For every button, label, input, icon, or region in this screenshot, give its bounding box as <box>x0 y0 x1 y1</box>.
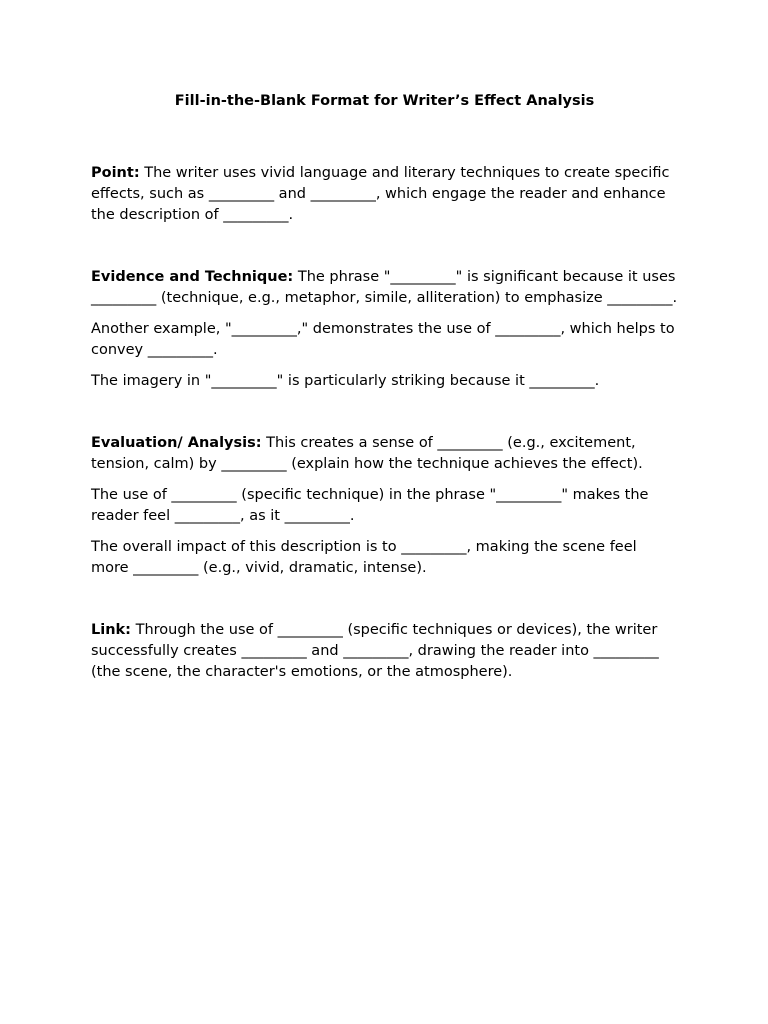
evaluation-paragraph-3: The overall impact of this description is to _________, making the scene feel more _________ (e.g., vivid, dramatic, intense). <box>91 539 637 576</box>
point-text: The writer uses vivid language and literary techniques to create specific effects, such as _________ and _________, which engage the reader and enhance the description of _________. <box>91 165 670 223</box>
link-heading: Link: <box>91 622 131 638</box>
evidence-paragraph-3: The imagery in "_________" is particularly striking because it _________. <box>91 373 600 389</box>
evaluation-paragraph <box>91 433 678 475</box>
link-text: Through the use of _________ (specific techniques or devices), the writer successfully creates _________ and _________, drawing the reader into _________ (the scene, the character's emotions, or the atmosphere). <box>91 622 659 680</box>
point-paragraph <box>91 163 678 226</box>
evidence-paragraph-2: Another example, "_________," demonstrates the use of _________, which helps to convey _________. <box>91 321 675 358</box>
evidence-text: The phrase "_________" is significant because it uses _________ (technique, e.g., metaphor, simile, alliteration) to emphasize _________. <box>91 269 678 306</box>
evaluation-paragraph-2: The use of _________ (specific technique) in the phrase "_________" makes the reader feel _________, as it _________. <box>91 487 649 524</box>
evidence-paragraph <box>91 267 678 309</box>
evidence-heading: Evidence and Technique: <box>91 269 294 285</box>
evaluation-heading: Evaluation/ Analysis: <box>91 435 262 451</box>
link-paragraph <box>91 620 678 683</box>
document-title: Fill-in-the-Blank Format for Writer’s Effect Analysis <box>174 93 595 109</box>
point-heading: Point: <box>91 165 140 181</box>
evaluation-text: This creates a sense of _________ (e.g., excitement, tension, calm) by _________ (explain how the technique achieves the effect). <box>91 435 643 472</box>
